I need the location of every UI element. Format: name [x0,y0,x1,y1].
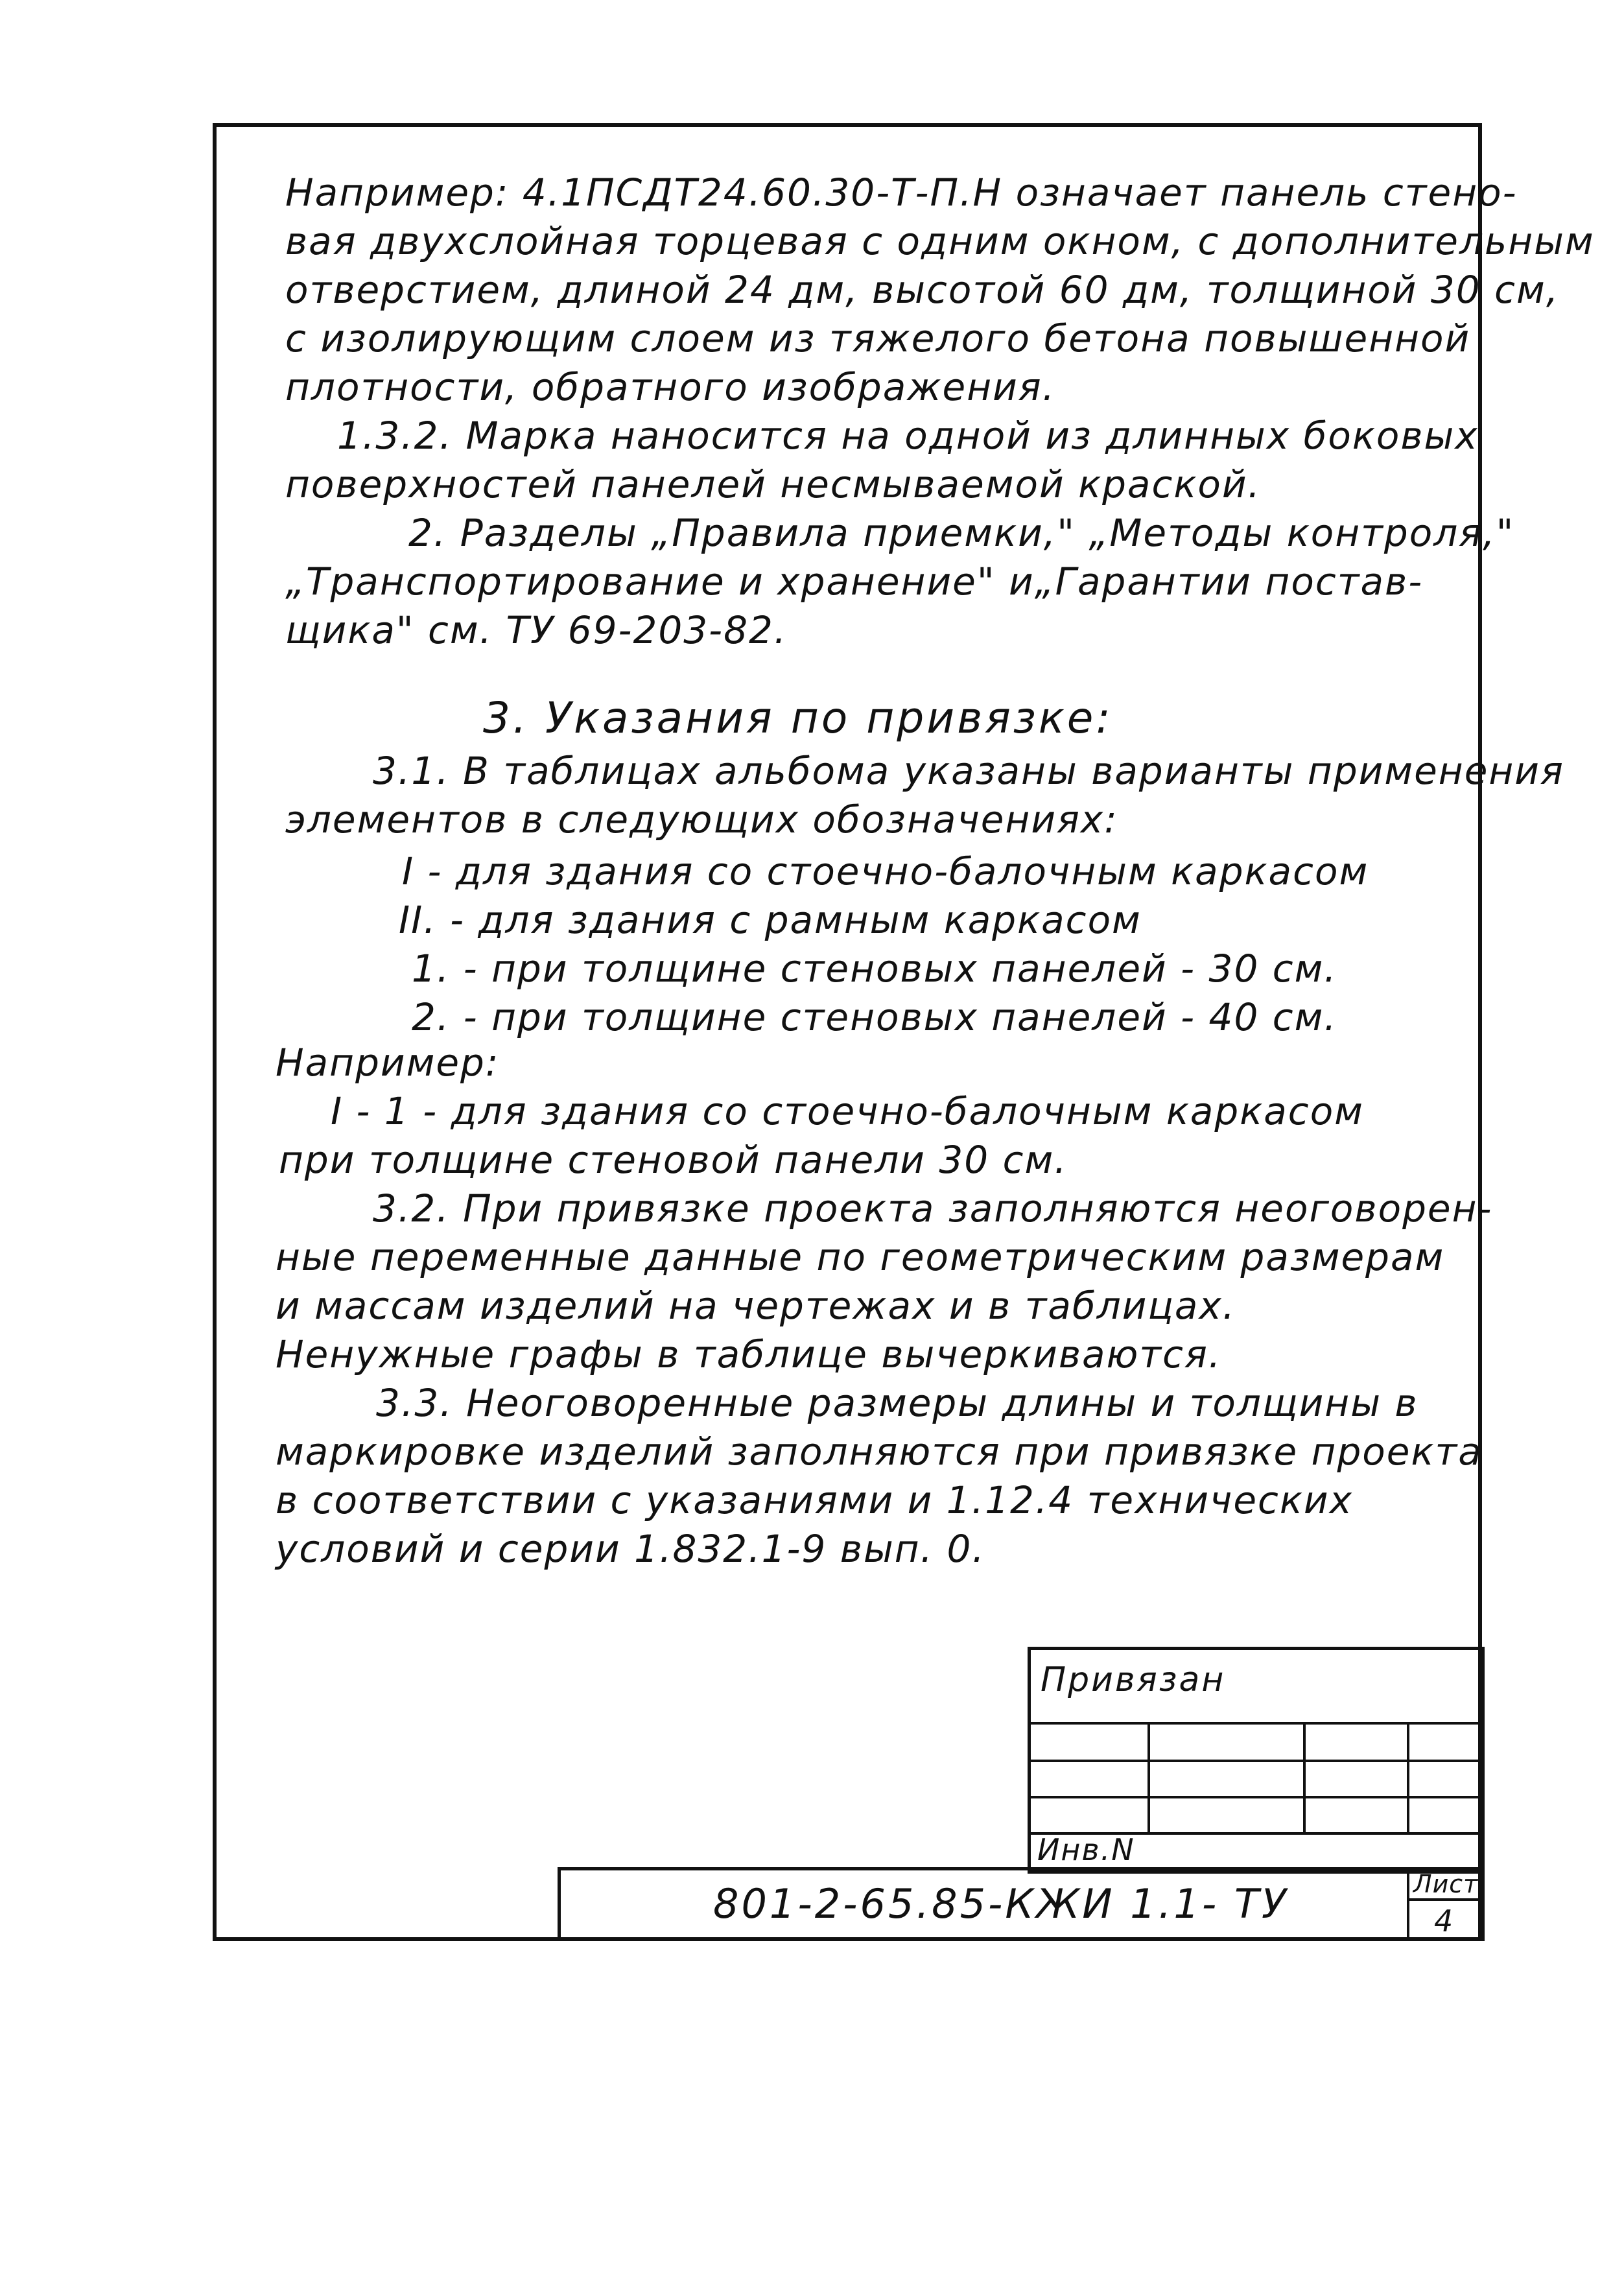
sheet-number: 4 [1434,1903,1453,1938]
text-line-21: 3.2. При привязке проекта заполняются неоговорен- [373,1186,1493,1231]
text-line-5: плотности, обратного изображения. [285,365,1056,409]
stamp-row-line-2 [1028,1760,1485,1762]
text-line-26: маркировке изделий заполняются при привязке проекта [276,1430,1483,1474]
inv-label: Инв.N [1037,1832,1135,1867]
text-line-12: 3.1. В таблицах альбома указаны варианты применения [373,749,1564,793]
sheet-col-divider [1407,1867,1409,1941]
text-line-28: условий и серии 1.832.1-9 вып. 0. [276,1527,985,1571]
text-line-2: вая двухслойная торцевая с одним окном, с дополнительным [285,219,1595,263]
text-line-17: 2. - при толщине стеновых панелей - 40 см. [412,995,1337,1039]
text-line-22: ные переменные данные по геометрическим размерам [276,1235,1445,1279]
section-heading: 3. Указания по привязке: [483,693,1113,743]
text-line-24: Ненужные графы в таблице вычеркиваются. [276,1332,1222,1376]
text-line-19: I - 1 - для здания со стоечно-балочным каркасом [331,1089,1364,1133]
text-line-9: „Транспортирование и хранение" и„Гарантии постав- [285,560,1424,604]
text-line-8: 2. Разделы „Правила приемки," „Методы контроля," [408,511,1515,555]
text-line-27: в соответствии с указаниями и 1.12.4 технических [276,1478,1353,1522]
text-line-20: при толщине стеновой панели 30 см. [279,1138,1068,1182]
document-code: 801-2-65.85-КЖИ 1.1- ТУ [713,1880,1289,1927]
text-line-23: и массам изделий на чертежах и в таблицах. [276,1284,1236,1328]
sheet-row-divider [1407,1898,1485,1901]
text-line-15: II. - для здания с рамным каркасом [399,898,1142,942]
stamp-col-line-3 [1407,1722,1409,1832]
stamp-row-line-3 [1028,1796,1485,1798]
stamp-row-line-1 [1028,1722,1485,1725]
text-line-14: I - для здания со стоечно-балочным каркасом [402,849,1369,893]
text-line-25: 3.3. Неоговоренные размеры длины и толщины в [376,1381,1418,1425]
text-line-7: поверхностей панелей несмываемой краской. [285,462,1262,506]
stamp-col-line-2 [1303,1722,1306,1832]
stamp-col-line-1 [1147,1722,1150,1832]
text-line-16: 1. - при толщине стеновых панелей - 30 см. [412,947,1337,991]
sheet-label: Лист [1413,1870,1479,1898]
text-line-13: элементов в следующих обозначениях: [285,797,1118,842]
text-line-18: Например: [276,1041,500,1085]
text-line-3: отверстием, длиной 24 дм, высотой 60 дм, толщиной 30 см, [285,268,1560,312]
text-line-1: Например: 4.1ПСДТ24.60.30-Т-П.Н означает панель стено- [285,171,1518,215]
text-line-6: 1.3.2. Марка наносится на одной из длинных боковых [337,414,1479,458]
text-line-10: щика" см. ТУ 69-203-82. [285,608,788,652]
text-line-4: с изолирующим слоем из тяжелого бетона повышенной [285,316,1471,360]
privyazan-label: Привязан [1041,1660,1226,1699]
